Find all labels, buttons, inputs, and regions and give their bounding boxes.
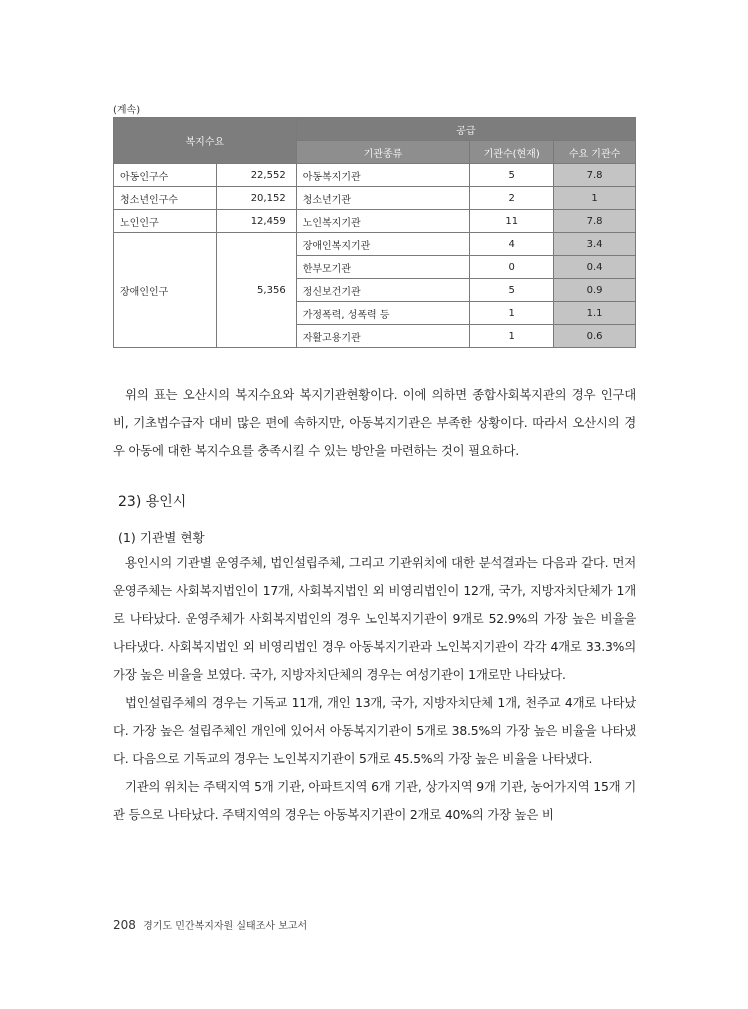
facility-count: 11 xyxy=(470,210,554,233)
demand-ratio: 7.8 xyxy=(554,164,636,187)
population-cell: 장애인인구 xyxy=(114,233,217,348)
facility-count: 1 xyxy=(470,325,554,348)
demand-ratio: 1.1 xyxy=(554,302,636,325)
population-cell: 청소년인구수 xyxy=(114,187,217,210)
section-title: 23) 용인시 xyxy=(118,494,187,510)
col-header-type: 기관종류 xyxy=(296,141,470,164)
demand-ratio: 3.4 xyxy=(554,233,636,256)
analysis-paragraph xyxy=(113,381,636,465)
demand-header: 복지수요 xyxy=(114,118,297,164)
demand-ratio: 0.9 xyxy=(554,279,636,302)
facility-type: 정신보건기관 xyxy=(296,279,470,302)
population-number: 20,152 xyxy=(216,187,296,210)
facility-type: 한부모기관 xyxy=(296,256,470,279)
page-footer xyxy=(113,917,307,932)
demand-ratio: 1 xyxy=(554,187,636,210)
welfare-supply-table xyxy=(113,117,636,348)
population-number: 12,459 xyxy=(216,210,296,233)
paragraph-text: 법인설립주체의 경우는 기독교 11개, 개인 13개, 국가, 지방자치단체 1개, 천주교 4개로 나타났다. 가장 높은 설립주체인 개인에 있어서 아동복지기관이 5개로 38.5%의 가장 높은 비율을 나타냈다. 다음으로 기독교의 경우는 노인복지기관이 5개로 45.5%의 가장 높은 비율을 나타냈다. xyxy=(113,695,636,766)
facility-count: 1 xyxy=(470,302,554,325)
facility-type: 청소년기관 xyxy=(296,187,470,210)
facility-count: 5 xyxy=(470,164,554,187)
population-number: 22,552 xyxy=(216,164,296,187)
facility-count: 5 xyxy=(470,279,554,302)
paragraph-text: 위의 표는 오산시의 복지수요와 복지기관현황이다. 이에 의하면 종합사회복지관의 경우 인구대비, 기초법수급자 대비 많은 편에 속하지만, 아동복지기관은 부족한 상황이다. 따라서 오산시의 경우 아동에 대한 복지수요를 충족시킬 수 있는 방안을 마련하는 것이 필요하다. xyxy=(113,387,636,458)
col-header-ratio: 수요 기관수 xyxy=(554,141,636,164)
subsection-title: (1) 기관별 현황 xyxy=(118,530,205,545)
table-row xyxy=(114,164,636,187)
demand-ratio: 0.4 xyxy=(554,256,636,279)
supply-header: 공급 xyxy=(296,118,635,141)
col-header-count: 기관수(현재) xyxy=(470,141,554,164)
paragraph-text: 용인시의 기관별 운영주체, 법인설립주체, 그리고 기관위치에 대한 분석결과는 다음과 같다. 먼저 운영주체는 사회복지법인이 17개, 사회복지법인 외 비영리법인이 12개, 국가, 지방자치단체가 1개로 나타났다. 운영주체가 사회복지법인의 경우 노인복지기관이 9개로 52.9%의 가장 높은 비율을 나타냈다. 사회복지법인 외 비영리법인 경우 아동복지기관과 노인복지기관이 각각 4개로 33.3%의 가장 높은 비율을 보였다. 국가, 지방자치단체의 경우는 여성기관이 1개로만 나타났다. xyxy=(113,555,636,682)
page-number: 208 xyxy=(113,918,136,932)
population-number: 5,356 xyxy=(216,233,296,348)
facility-type: 가정폭력, 성폭력 등 xyxy=(296,302,470,325)
paragraph-text: 기관의 위치는 주택지역 5개 기관, 아파트지역 6개 기관, 상가지역 9개 기관, 농어가지역 15개 기관 등으로 나타났다. 주택지역의 경우는 아동복지기관이 2개로 40%의 가장 높은 비 xyxy=(113,779,636,822)
table-row xyxy=(114,233,636,256)
facility-type: 자활고용기관 xyxy=(296,325,470,348)
report-title: 경기도 민간복지자원 실태조사 보고서 xyxy=(143,921,308,932)
demand-ratio: 7.8 xyxy=(554,210,636,233)
continued-label: (계속) xyxy=(113,105,141,116)
facility-count: 2 xyxy=(470,187,554,210)
demand-ratio: 0.6 xyxy=(554,325,636,348)
facility-type: 아동복지기관 xyxy=(296,164,470,187)
population-cell: 아동인구수 xyxy=(114,164,217,187)
body-text-block xyxy=(113,549,636,829)
facility-count: 0 xyxy=(470,256,554,279)
facility-type: 장애인복지기관 xyxy=(296,233,470,256)
table-header-row xyxy=(114,118,636,141)
table-row xyxy=(114,187,636,210)
table-row xyxy=(114,210,636,233)
facility-count: 4 xyxy=(470,233,554,256)
facility-type: 노인복지기관 xyxy=(296,210,470,233)
population-cell: 노인인구 xyxy=(114,210,217,233)
